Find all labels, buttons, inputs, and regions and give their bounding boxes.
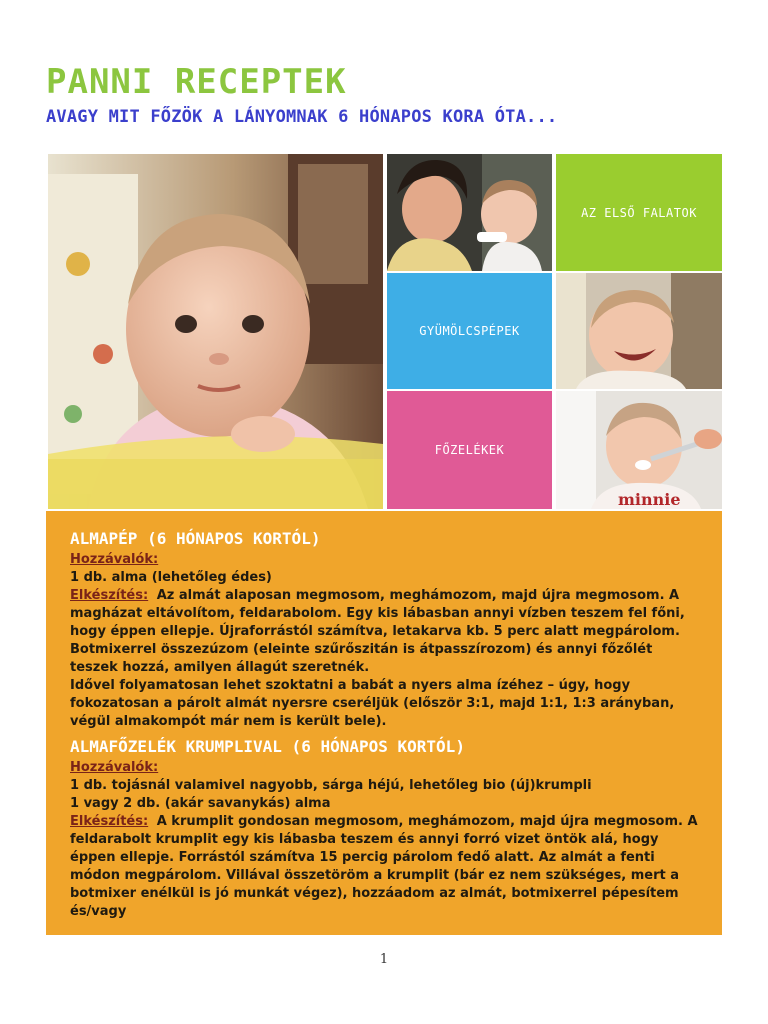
baby-in-high-chair-illustration [48, 154, 383, 509]
preparation-label: Elkészítés: [70, 588, 149, 603]
ingredient-line: 1 db. alma (lehetőleg édes) [70, 570, 272, 585]
page-number: 1 [379, 952, 389, 967]
menu-tile-elso-falatok[interactable] [556, 154, 722, 271]
recipe-title: ALMAFŐZELÉK KRUMPLIVAL (6 HÓNAPOS KORTÓL) [70, 737, 465, 756]
recipe-almapep [70, 529, 698, 731]
page-title: PANNI RECEPTEK [46, 62, 347, 102]
mother-feeding-baby-photo [387, 154, 552, 271]
laughing-baby-illustration [556, 273, 722, 389]
baby-eating-illustration [556, 391, 722, 509]
menu-tile-label: GYÜMÖLCSPÉPEK [419, 324, 520, 338]
preparation-body: Az almát alaposan megmosom, meghámozom, majd újra megmosom. A magházat eltávolítom, feldarabolom. Egy kis lábasban annyi vízben teszem fel főni, hogy éppen ellepje. Újraforrástól számítva, letakarva kb. 5 perc alatt megpárolom. Botmixerrel összezúzom (eleinte szűrőszitán is átpasszírozom) és annyi főzőlét teszek hozzá, amilyen állagút szeretnék. [70, 588, 685, 675]
ingredients-label: Hozzávalók: [70, 552, 159, 567]
menu-tile-label: FŐZELÉKEK [434, 443, 505, 457]
svg-text:minnie: minnie [618, 490, 681, 509]
ingredient-line: 1 vagy 2 db. (akár savanykás) alma [70, 796, 331, 811]
preparation-body: A krumplit gondosan megmosom, meghámozom, majd újra megmosom. A feldarabolt krumplit egy kis lábasba teszem és annyi forró vizet öntök alá, hogy éppen ellepje. Forrástól számítva 15 percig párolom fedő alatt. Az almát a fenti módon megpárolom. Villával összetöröm a krumplit (bár ez nem szükséges, mert a botmixer enélkül is jó munkát végez), hozzáadom az almát, botmixerrel pépesítem és/vagy [70, 814, 698, 919]
menu-tile-gyumolcspepek[interactable] [387, 273, 552, 389]
ingredients-label: Hozzávalók: [70, 760, 159, 775]
mother-feeding-baby-illustration [387, 154, 552, 271]
menu-tile-label: AZ ELSŐ FALATOK [581, 205, 697, 220]
recipes-content [46, 511, 722, 921]
preparation-text [70, 587, 698, 677]
preparation-text [70, 813, 698, 921]
ingredient-line: 1 db. tojásnál valamivel nagyobb, sárga héjú, lehetőleg bio (új)krumpli [70, 778, 592, 793]
preparation-label: Elkészítés: [70, 814, 149, 829]
recipes-panel [46, 511, 722, 935]
recipe-note: Idővel folyamatosan lehet szoktatni a babát a nyers alma ízéhez – úgy, hogy fokozatosan a párolt almát nyersre cseréljük (először 3:1, majd 1:1, 1:3 arányban, végül almakompót már nem is került bele). [70, 678, 675, 729]
baby-eating-from-spoon-photo [556, 391, 722, 509]
recipe-almafozelek [70, 737, 698, 921]
page-subtitle: AVAGY MIT FŐZÖK A LÁNYOMNAK 6 HÓNAPOS KORA ÓTA... [46, 107, 558, 127]
menu-tile-fozelekek[interactable] [387, 391, 552, 509]
laughing-baby-photo [556, 273, 722, 389]
recipe-title: ALMAPÉP (6 HÓNAPOS KORTÓL) [70, 529, 321, 548]
baby-in-high-chair-photo [48, 154, 383, 509]
